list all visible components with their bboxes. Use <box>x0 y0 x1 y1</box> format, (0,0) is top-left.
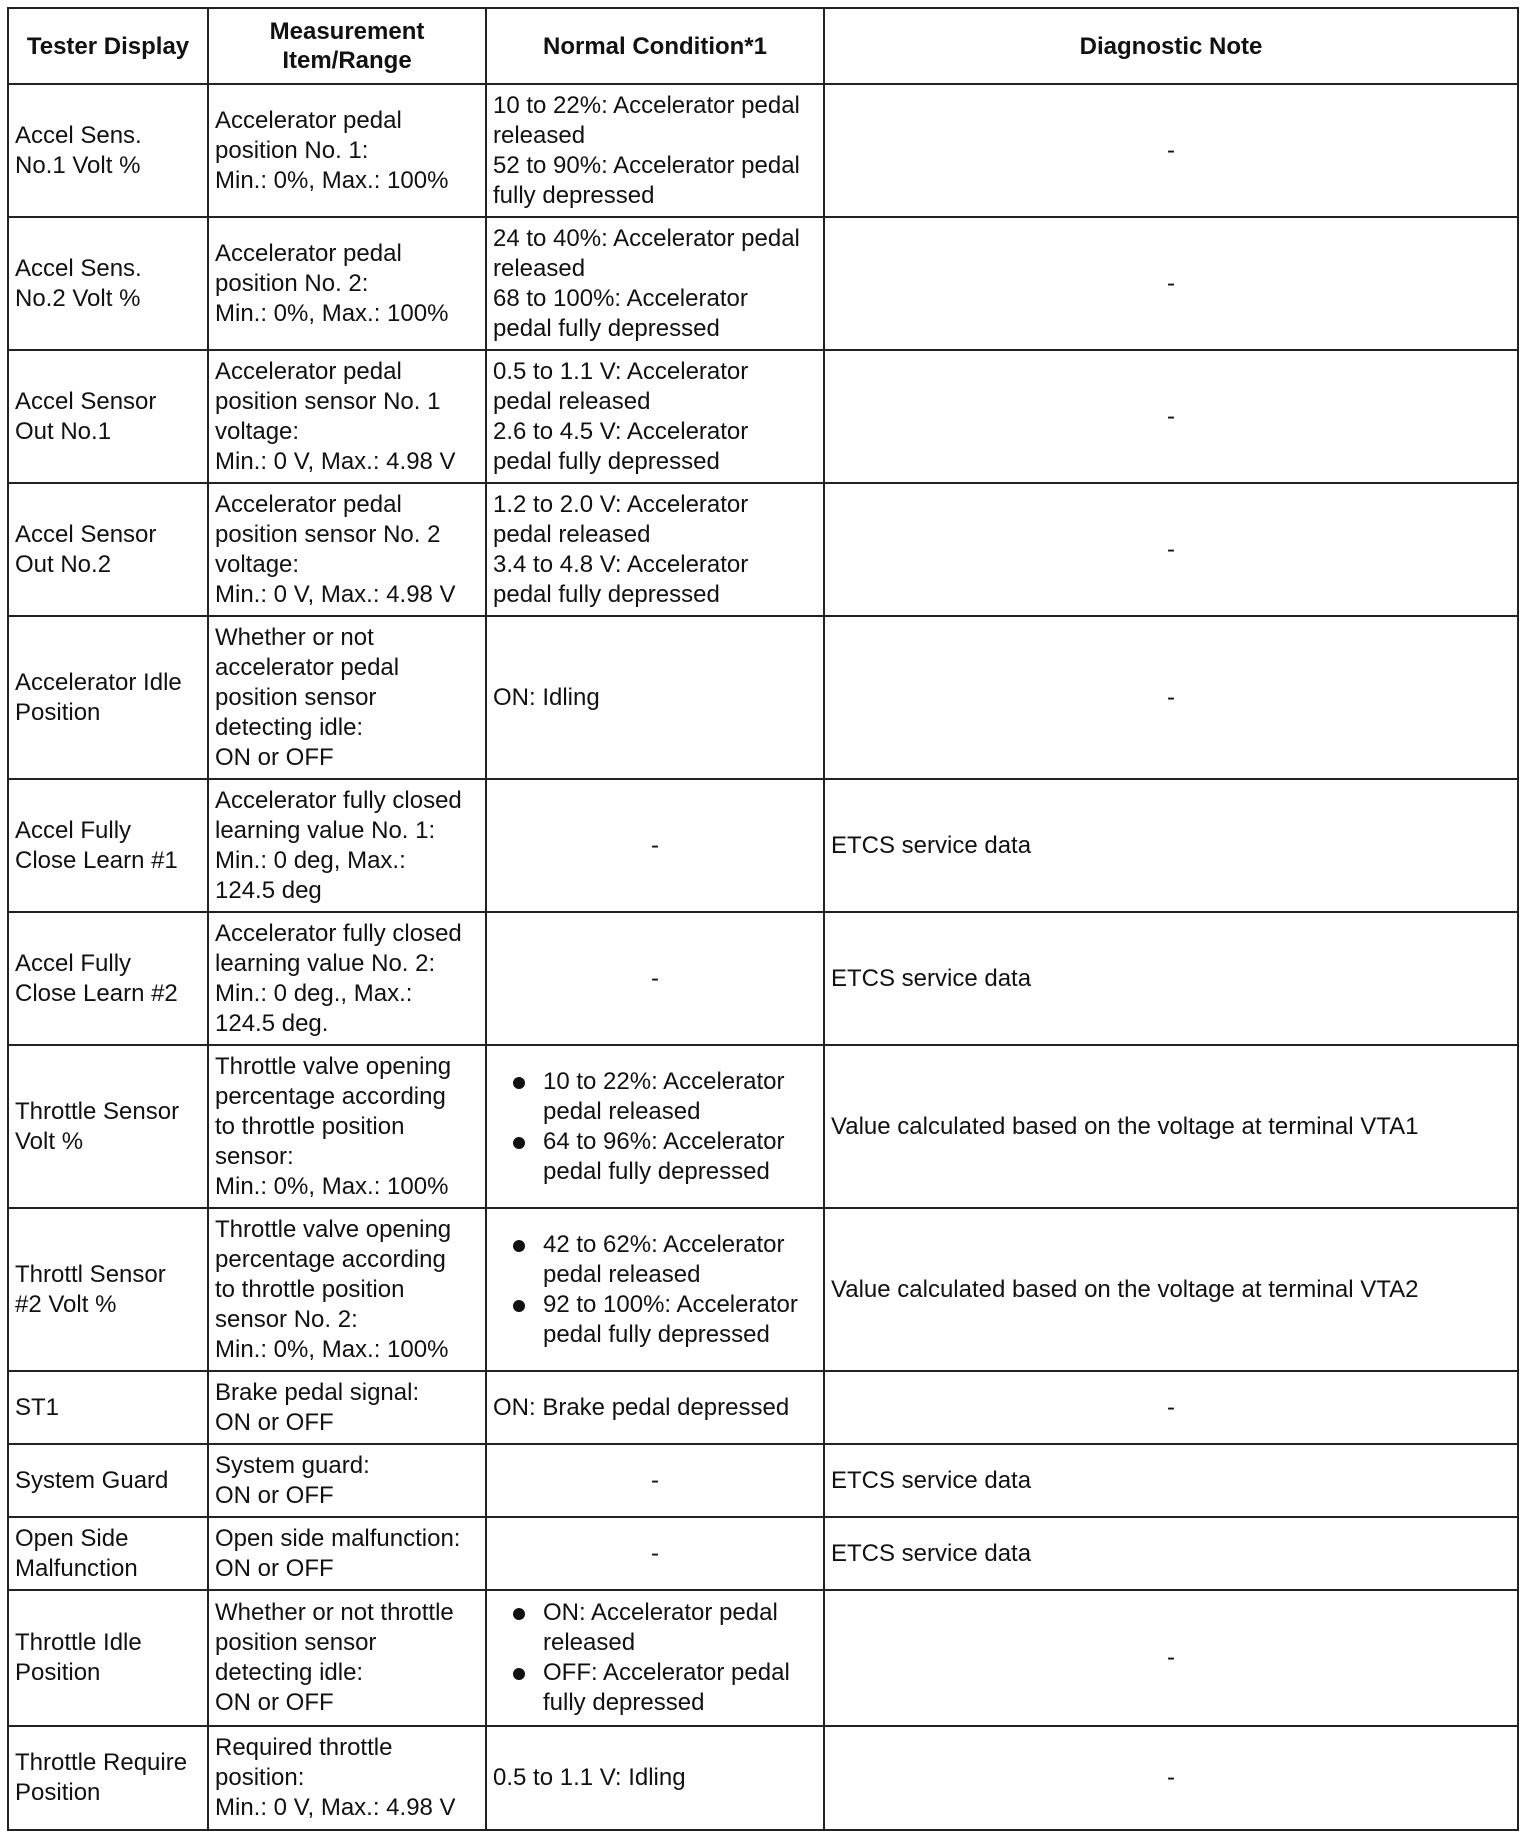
diagnostic-note-cell: - <box>824 616 1518 779</box>
table-row <box>8 84 1518 217</box>
bullet-item: 64 to 96%: Accelerator pedal fully depressed <box>493 1127 817 1187</box>
tester-display-cell: Throttle Idle Position <box>8 1590 208 1726</box>
tester-display-cell: Throttle Require Position <box>8 1726 208 1830</box>
measurement-cell: Accelerator pedal position No. 1: Min.: 0%, Max.: 100% <box>208 84 486 217</box>
header-diagnostic-note: Diagnostic Note <box>824 8 1518 84</box>
tester-display-cell: Accel Sensor Out No.2 <box>8 483 208 616</box>
diagnostic-note-cell: - <box>824 217 1518 350</box>
measurement-cell: Accelerator pedal position sensor No. 1 voltage: Min.: 0 V, Max.: 4.98 V <box>208 350 486 483</box>
normal-condition-cell: - <box>486 1517 824 1590</box>
bullet-item: OFF: Accelerator pedal fully depressed <box>493 1658 817 1718</box>
normal-condition-cell: - <box>486 1444 824 1517</box>
bullet-item: 92 to 100%: Accelerator pedal fully depressed <box>493 1290 817 1350</box>
header-normal-condition: Normal Condition*1 <box>486 8 824 84</box>
tester-display-cell: Throttle Sensor Volt % <box>8 1045 208 1208</box>
diagnostic-note-cell: - <box>824 350 1518 483</box>
header-tester-display: Tester Display <box>8 8 208 84</box>
tester-display-cell: Accel Sens. No.2 Volt % <box>8 217 208 350</box>
table-row <box>8 1371 1518 1444</box>
tester-display-cell: ST1 <box>8 1371 208 1444</box>
table-row <box>8 912 1518 1045</box>
normal-condition-cell: - <box>486 912 824 1045</box>
diagnostic-note-cell: ETCS service data <box>824 1444 1518 1517</box>
table-row <box>8 1444 1518 1517</box>
normal-condition-cell: 0.5 to 1.1 V: Idling <box>486 1726 824 1830</box>
normal-condition-cell: ON: Brake pedal depressed <box>486 1371 824 1444</box>
normal-condition-cell: ON: Idling <box>486 616 824 779</box>
diagnostic-note-cell: - <box>824 1726 1518 1830</box>
diagnostic-note-cell: Value calculated based on the voltage at terminal VTA1 <box>824 1045 1518 1208</box>
table-row <box>8 779 1518 912</box>
measurement-cell: Whether or not accelerator pedal position sensor detecting idle: ON or OFF <box>208 616 486 779</box>
measurement-cell: Whether or not throttle position sensor detecting idle: ON or OFF <box>208 1590 486 1726</box>
table-row <box>8 1590 1518 1726</box>
table-row <box>8 483 1518 616</box>
bullet-item: ON: Accelerator pedal released <box>493 1598 817 1658</box>
tester-display-cell: Accel Sens. No.1 Volt % <box>8 84 208 217</box>
normal-condition-cell: 1.2 to 2.0 V: Accelerator pedal released 3.4 to 4.8 V: Accelerator pedal fully depressed <box>486 483 824 616</box>
bullet-item: 42 to 62%: Accelerator pedal released <box>493 1230 817 1290</box>
tester-display-cell: Accelerator Idle Position <box>8 616 208 779</box>
measurement-cell: Throttle valve opening percentage according to throttle position sensor No. 2: Min.: 0%, Max.: 100% <box>208 1208 486 1371</box>
measurement-cell: Brake pedal signal: ON or OFF <box>208 1371 486 1444</box>
measurement-cell: Accelerator pedal position sensor No. 2 voltage: Min.: 0 V, Max.: 4.98 V <box>208 483 486 616</box>
tester-display-cell: Accel Fully Close Learn #2 <box>8 912 208 1045</box>
header-measurement: Measurement Item/Range <box>208 8 486 84</box>
measurement-cell: Required throttle position: Min.: 0 V, Max.: 4.98 V <box>208 1726 486 1830</box>
measurement-cell: Throttle valve opening percentage according to throttle position sensor: Min.: 0%, Max.: 100% <box>208 1045 486 1208</box>
normal-condition-cell: 24 to 40%: Accelerator pedal released 68 to 100%: Accelerator pedal fully depressed <box>486 217 824 350</box>
diagnostic-note-cell: ETCS service data <box>824 1517 1518 1590</box>
table-row <box>8 217 1518 350</box>
diagnostic-note-cell: ETCS service data <box>824 912 1518 1045</box>
measurement-cell: System guard: ON or OFF <box>208 1444 486 1517</box>
diagnostic-note-cell: ETCS service data <box>824 779 1518 912</box>
table-row <box>8 1208 1518 1371</box>
diagnostic-note-cell: - <box>824 1371 1518 1444</box>
diagnostic-note-cell: - <box>824 1590 1518 1726</box>
table-row <box>8 1517 1518 1590</box>
diagnostic-note-cell: Value calculated based on the voltage at terminal VTA2 <box>824 1208 1518 1371</box>
normal-condition-cell <box>486 1208 824 1371</box>
table-row <box>8 350 1518 483</box>
normal-condition-cell <box>486 1045 824 1208</box>
header-row <box>8 8 1518 84</box>
tester-display-cell: System Guard <box>8 1444 208 1517</box>
normal-condition-cell <box>486 1590 824 1726</box>
table-row <box>8 1726 1518 1830</box>
diagnostic-note-cell: - <box>824 84 1518 217</box>
bullet-item: 10 to 22%: Accelerator pedal released <box>493 1067 817 1127</box>
normal-condition-cell: 10 to 22%: Accelerator pedal released 52 to 90%: Accelerator pedal fully depressed <box>486 84 824 217</box>
tester-display-cell: Open Side Malfunction <box>8 1517 208 1590</box>
table-row <box>8 1045 1518 1208</box>
tester-display-cell: Accel Sensor Out No.1 <box>8 350 208 483</box>
measurement-cell: Accelerator pedal position No. 2: Min.: 0%, Max.: 100% <box>208 217 486 350</box>
diagnostic-note-cell: - <box>824 483 1518 616</box>
measurement-cell: Open side malfunction: ON or OFF <box>208 1517 486 1590</box>
normal-condition-cell: 0.5 to 1.1 V: Accelerator pedal released 2.6 to 4.5 V: Accelerator pedal fully depressed <box>486 350 824 483</box>
normal-condition-cell: - <box>486 779 824 912</box>
measurement-cell: Accelerator fully closed learning value No. 2: Min.: 0 deg., Max.: 124.5 deg. <box>208 912 486 1045</box>
data-list-table <box>7 7 1519 1831</box>
table-row <box>8 616 1518 779</box>
measurement-cell: Accelerator fully closed learning value No. 1: Min.: 0 deg, Max.: 124.5 deg <box>208 779 486 912</box>
tester-display-cell: Accel Fully Close Learn #1 <box>8 779 208 912</box>
tester-display-cell: Throttl Sensor #2 Volt % <box>8 1208 208 1371</box>
